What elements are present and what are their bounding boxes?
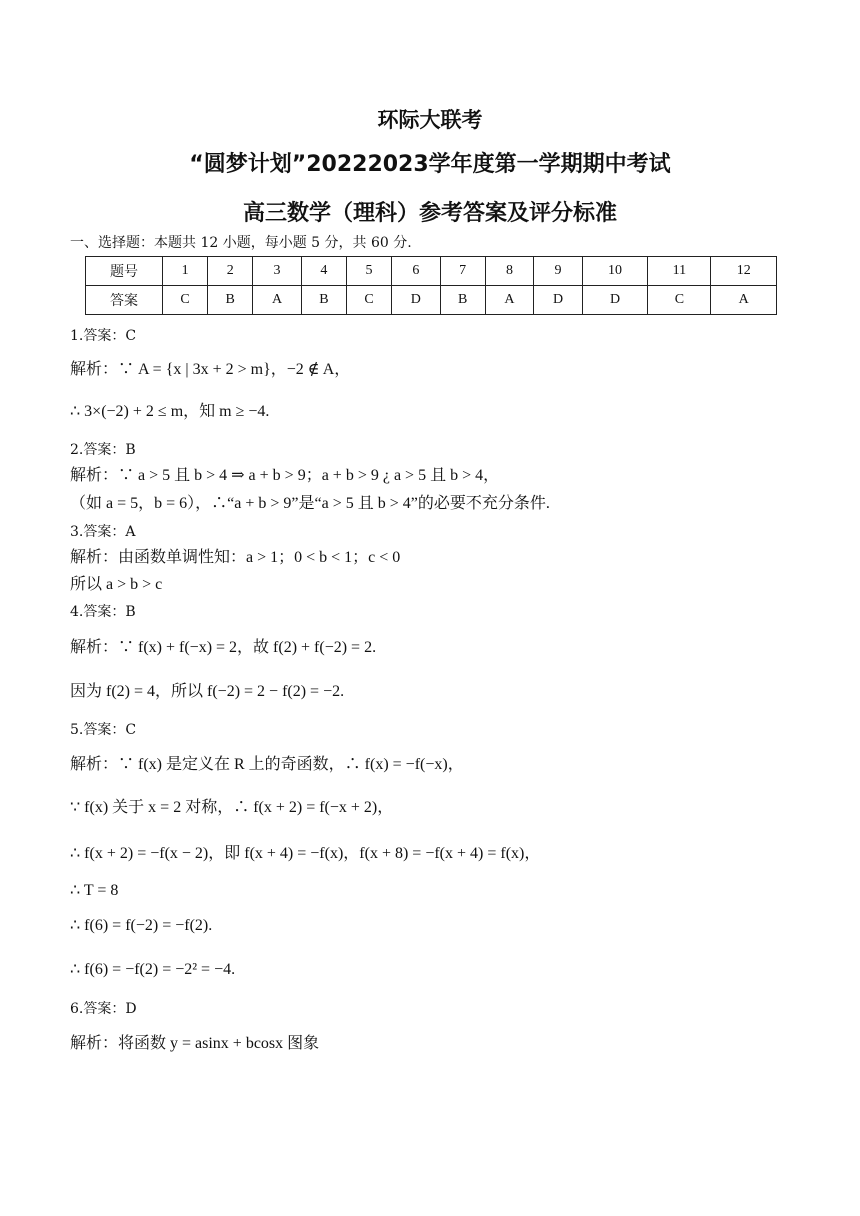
q1-solution-line-2: ∴ 3×(−2) + 2 ≤ m，知 m ≥ −4. (70, 403, 270, 420)
answer-cell: D (392, 286, 441, 315)
question-number-cell: 10 (582, 257, 647, 286)
answer-cell: B (301, 286, 346, 315)
section-intro: 一、选择题：本题共 12 小题，每小题 5 分，共 60 分. (70, 235, 412, 251)
q5-solution-line-1: 解析：∵ f(x) 是定义在 R 上的奇函数，∴ f(x) = −f(−x)， (70, 756, 464, 773)
row-label-number: 题号 (86, 257, 163, 286)
q4-solution-line-2: 因为 f(2) = 4，所以 f(−2) = 2 − f(2) = −2. (70, 683, 345, 700)
q3-answer: 3.答案：A (70, 524, 136, 540)
q5-solution-line-5: ∴ f(6) = f(−2) = −f(2). (70, 917, 213, 934)
answer-cell: A (253, 286, 302, 315)
answer-cell: B (208, 286, 253, 315)
table-row-numbers (86, 257, 777, 286)
q6-solution-line-1: 解析：将函数 y = asinx + bcosx 图象 (70, 1035, 320, 1052)
answer-cell: B (440, 286, 485, 315)
q5-solution-line-3: ∴ f(x + 2) = −f(x − 2)，即 f(x + 4) = −f(x)，f(x + 8) = −f(x + 4) = f(x)， (70, 845, 541, 862)
answer-cell: C (346, 286, 391, 315)
q3-solution-line-1: 解析：由函数单调性知：a > 1；0 < b < 1；c < 0 (70, 549, 401, 566)
q1-answer: 1.答案：C (70, 328, 137, 344)
question-number-cell: 11 (648, 257, 711, 286)
q5-answer: 5.答案：C (70, 722, 137, 738)
q5-solution-line-4: ∴ T = 8 (70, 882, 119, 899)
q2-solution-line-2: （如 a = 5，b = 6），∴“a + b > 9”是“a > 5 且 b > 4”的必要不充分条件. (70, 495, 550, 512)
question-number-cell: 7 (440, 257, 485, 286)
question-number-cell: 2 (208, 257, 253, 286)
answer-cell: A (711, 286, 777, 315)
exam-title: “圆梦计划”20222023学年度第一学期期中考试 (189, 152, 671, 177)
question-number-cell: 9 (534, 257, 583, 286)
question-number-cell: 5 (346, 257, 391, 286)
q1-solution-line-1: 解析：∵ A = {x | 3x + 2 > m}，−2 ∉ A， (70, 361, 351, 378)
answer-cell: D (534, 286, 583, 315)
answer-cell: C (163, 286, 208, 315)
answer-cell: A (485, 286, 534, 315)
q2-solution-line-1: 解析：∵ a > 5 且 b > 4 ⇒ a + b > 9；a + b > 9 ¿ a > 5 且 b > 4， (70, 467, 500, 484)
q4-answer: 4.答案：B (70, 604, 136, 620)
answer-table (85, 256, 777, 315)
question-number-cell: 4 (301, 257, 346, 286)
question-number-cell: 3 (253, 257, 302, 286)
q4-solution-line-1: 解析：∵ f(x) + f(−x) = 2，故 f(2) + f(−2) = 2. (70, 639, 377, 656)
q5-solution-line-2: ∵ f(x) 关于 x = 2 对称，∴ f(x + 2) = f(−x + 2)， (70, 799, 394, 816)
document-title: 高三数学（理科）参考答案及评分标准 (242, 201, 617, 226)
q5-solution-line-6: ∴ f(6) = −f(2) = −2² = −4. (70, 961, 236, 978)
question-number-cell: 6 (392, 257, 441, 286)
table-row-answers (86, 286, 777, 315)
question-number-cell: 8 (485, 257, 534, 286)
answer-cell: C (648, 286, 711, 315)
answer-cell: D (582, 286, 647, 315)
exam-series-title: 环际大联考 (377, 108, 483, 132)
q6-answer: 6.答案：D (70, 1001, 137, 1017)
question-number-cell: 12 (711, 257, 777, 286)
q2-answer: 2.答案：B (70, 442, 136, 458)
question-number-cell: 1 (163, 257, 208, 286)
q3-solution-line-2: 所以 a > b > c (70, 576, 163, 593)
row-label-answer: 答案 (86, 286, 163, 315)
